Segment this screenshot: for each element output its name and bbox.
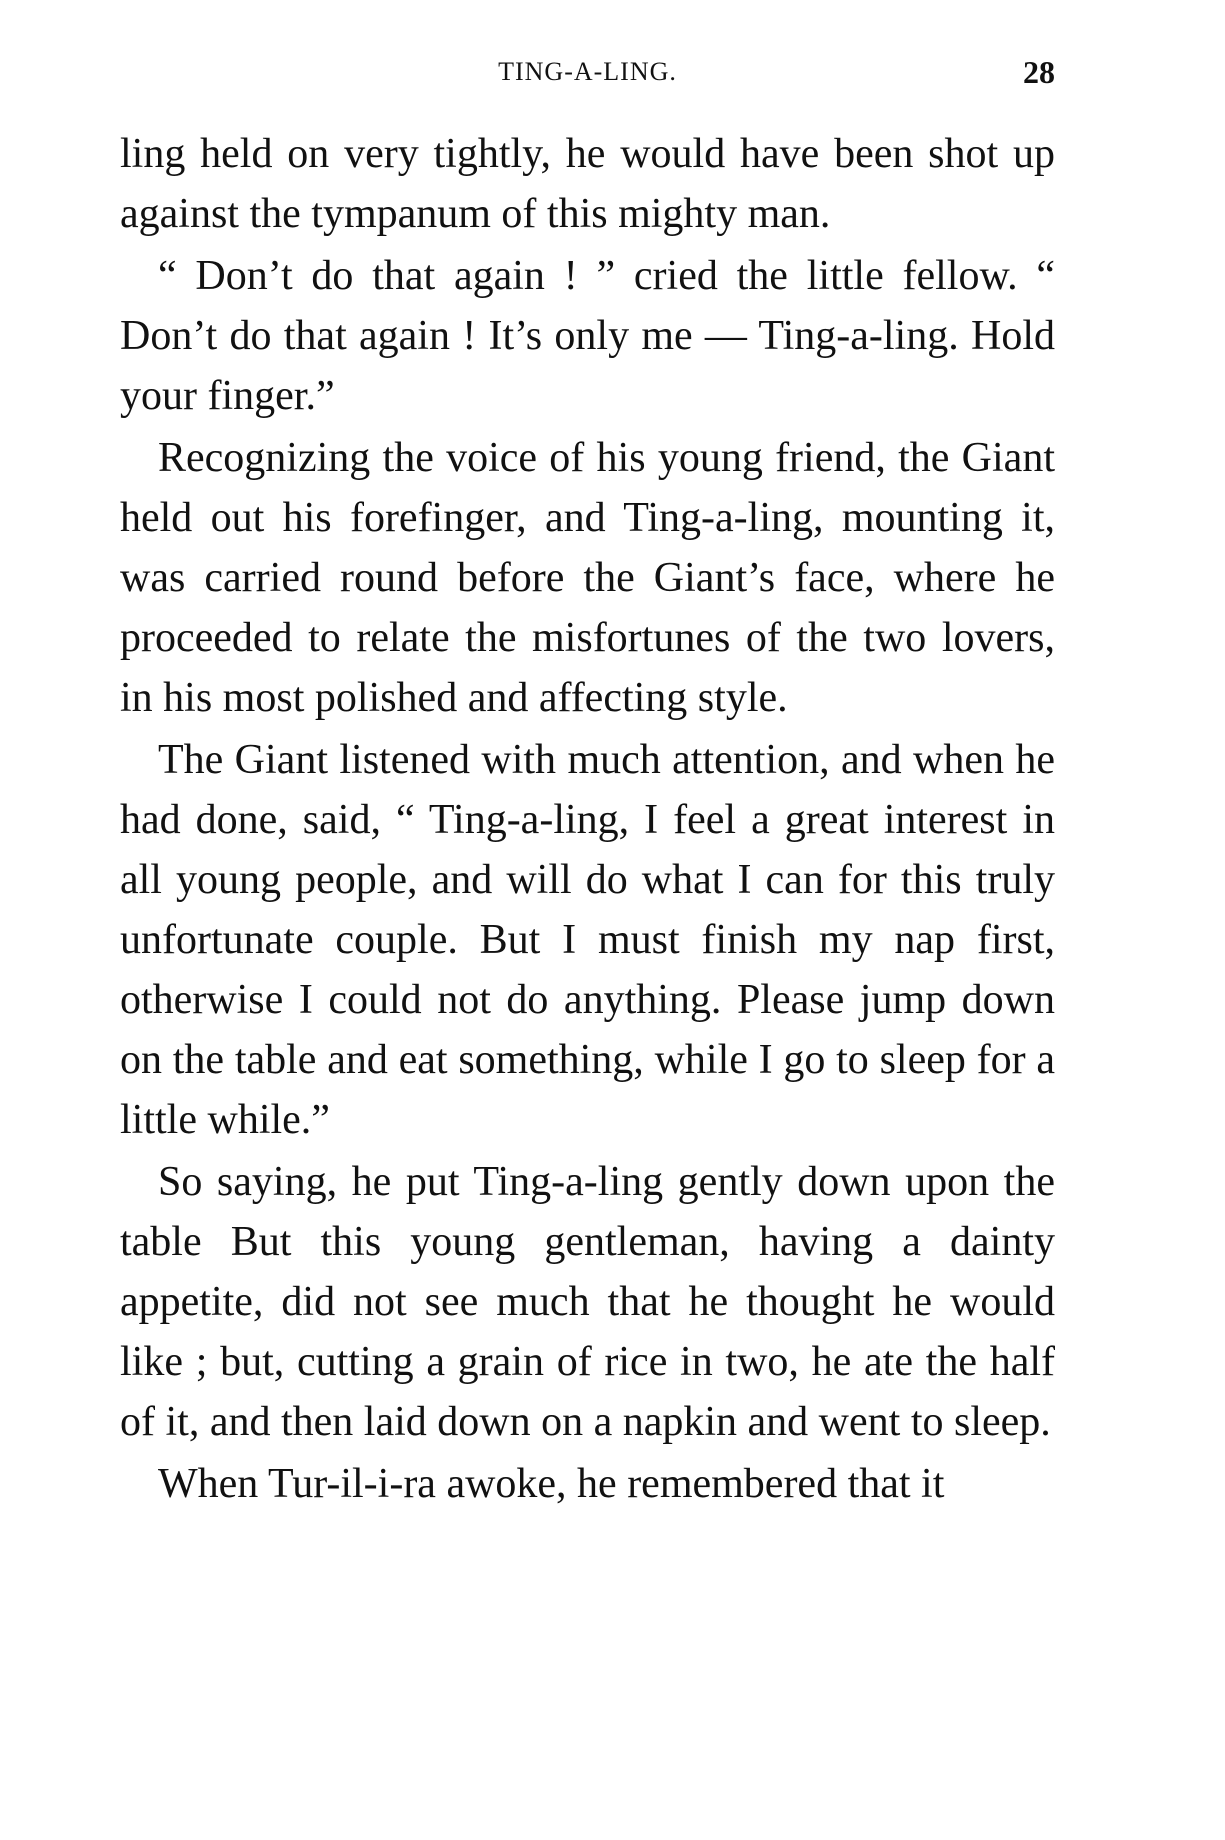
paragraph: The Giant listened with much attention, and when he had done, said, “ Ting-a-ling, I feel a great interest in all young people, and will do what I can for this truly unfortunate couple. But I must finish my nap first, otherwise I could not do anything. Please jump down on the table and eat something, while I go to sleep for a little while.” bbox=[120, 737, 1055, 1143]
paragraph: “ Don’t do that again ! ” cried the little fellow. “ Don’t do that again ! It’s only me — Ting-a-ling. Hold your finger.” bbox=[120, 253, 1055, 419]
paragraph-continued: ling held on very tightly, he would have been shot up against the tympanum of this mighty man. bbox=[120, 131, 1055, 237]
page-number: 28 bbox=[1023, 54, 1055, 90]
paragraph: Recognizing the voice of his young friend, the Giant held out his forefinger, and Ting-a-ling, mounting it, was carried round before the Giant’s face, where he proceeded to relate the misfortunes of the two lovers, in his most polished and affecting style. bbox=[120, 435, 1055, 721]
body-text bbox=[120, 124, 1055, 1514]
paragraph: So saying, he put Ting-a-ling gently down upon the table But this young gentleman, having a dainty appetite, did not see much that he thought he would like ; but, cutting a grain of rice in two, he ate the half of it, and then laid down on a napkin and went to sleep. bbox=[120, 1159, 1055, 1445]
paragraph: When Tur-il-i-ra awoke, he remembered that it bbox=[158, 1461, 945, 1507]
running-head bbox=[120, 52, 1055, 92]
running-title: TING-A-LING. bbox=[498, 57, 677, 86]
